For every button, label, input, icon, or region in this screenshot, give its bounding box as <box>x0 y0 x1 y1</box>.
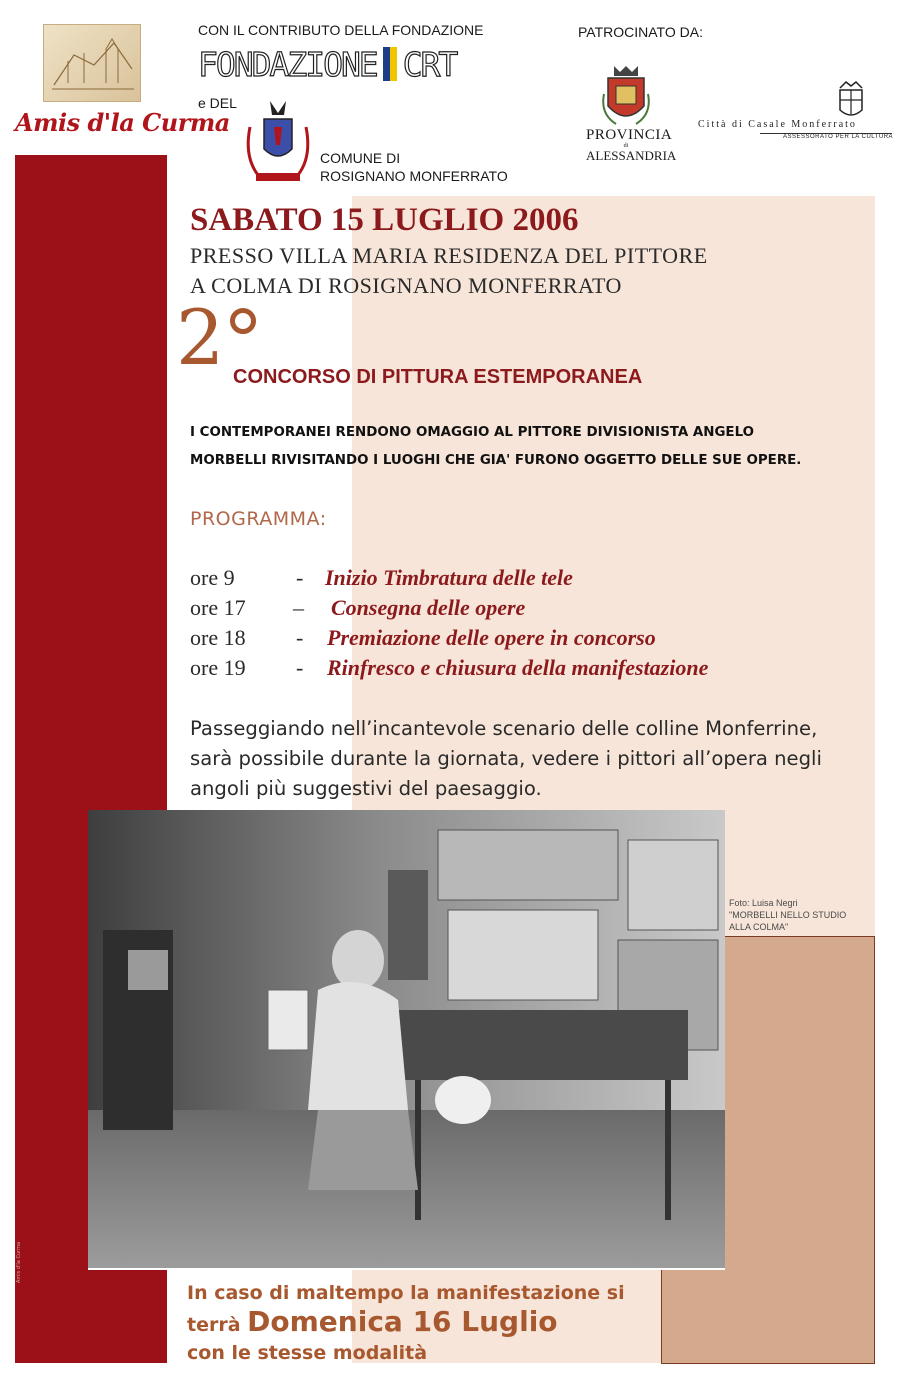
programme-time: ore 19 <box>190 655 246 680</box>
programme-activity: Consegna delle opere <box>331 595 526 620</box>
weather-line-2 <box>187 1306 625 1342</box>
weather-notice <box>187 1280 625 1364</box>
programme-dash: - <box>296 565 304 590</box>
crt-flag-icon <box>383 47 397 81</box>
venue-line-2: A COLMA DI ROSIGNANO MONFERRATO <box>190 273 622 298</box>
photo-credit-line-1: Foto: Luisa Negri <box>729 898 798 908</box>
description-line-3: angoli più suggestivi del paesaggio. <box>190 777 542 800</box>
comune-line-1: COMUNE DI <box>320 150 401 166</box>
programme-dash: - <box>296 625 304 650</box>
programme-item <box>190 595 840 623</box>
tribute-line-1: I CONTEMPORANEI RENDONO OMAGGIO AL PITTORE DIVISIONISTA ANGELO <box>190 425 755 440</box>
and-label: e DEL <box>198 95 237 111</box>
programme-dash: - <box>296 655 304 680</box>
provincia-line-2: di <box>623 143 629 149</box>
programme-time: ore 17 <box>190 595 246 620</box>
provincia-crest-icon <box>600 64 652 128</box>
event-date: SABATO 15 LUGLIO 2006 <box>190 202 579 238</box>
alternate-date: Domenica 16 Luglio <box>247 1305 558 1338</box>
photo-credit-line-2: "MORBELLI NELLO STUDIO <box>729 910 847 920</box>
edition-number: 2 <box>176 293 225 382</box>
programme-activity: Inizio Timbratura delle tele <box>325 565 573 590</box>
contest-title: CONCORSO DI PITTURA ESTEMPORANEA <box>233 366 643 388</box>
weather-line-1: In caso di maltempo la manifestazione si <box>187 1282 625 1304</box>
programme-heading: PROGRAMMA: <box>190 508 327 530</box>
programme-time: ore 9 <box>190 565 235 590</box>
casale-subtitle: ASSESSORATO PER LA CULTURA <box>783 134 894 140</box>
morbelli-studio-photo <box>88 810 725 1268</box>
provincia-line-3: ALESSANDRIA <box>586 148 677 163</box>
tribute-line-2: MORBELLI RIVISITANDO I LUOGHI CHE GIA' FURONO OGGETTO DELLE SUE OPERE. <box>190 453 802 468</box>
programme-activity: Rinfresco e chiusura della manifestazione <box>327 655 709 680</box>
programme-activity: Premiazione delle opere in concorso <box>327 625 656 650</box>
weather-line-3: con le stesse modalità <box>187 1342 428 1364</box>
description-paragraph <box>190 714 890 804</box>
programme-dash: – <box>293 595 304 620</box>
casale-crest-icon <box>836 80 866 120</box>
comune-label <box>320 149 508 185</box>
degree-symbol-icon <box>230 308 256 334</box>
patronage-label: PATROCINATO DA: <box>578 24 703 40</box>
provincia-line-1: PROVINCIA <box>586 127 673 143</box>
fondazione-logo-right: CRT <box>402 44 457 84</box>
photo-credit <box>729 897 846 933</box>
casale-monferrato-label: Città di Casale Monferrato <box>698 119 857 130</box>
rosignano-crest-icon <box>244 97 312 187</box>
contribution-label: CON IL CONTRIBUTO DELLA FONDAZIONE <box>198 22 484 38</box>
description-line-1: Passeggiando nell’incantevole scenario delle colline Monferrine, <box>190 717 818 740</box>
programme-item <box>190 565 840 593</box>
description-line-2: sarà possibile durante la giornata, vedere i pittori all’opera negli <box>190 747 822 770</box>
vertical-credit-text: Amis d'la Curma <box>16 1241 22 1283</box>
provincia-label <box>586 127 677 163</box>
comune-line-2: ROSIGNANO MONFERRATO <box>320 168 508 184</box>
programme-time: ore 18 <box>190 625 246 650</box>
photo-credit-line-3: ALLA COLMA" <box>729 922 789 932</box>
amis-logo-text: Amis d'la Curma <box>15 108 230 137</box>
village-sketch-icon <box>43 24 141 102</box>
fondazione-logo-left: FONDAZIONE <box>198 44 377 84</box>
fondazione-crt-logo <box>198 44 456 84</box>
programme-item <box>190 625 840 653</box>
weather-line-2a: terrà <box>187 1314 248 1336</box>
programme-item <box>190 655 840 683</box>
vertical-credit <box>10 1225 26 1285</box>
venue-line-1: PRESSO VILLA MARIA RESIDENZA DEL PITTORE <box>190 243 708 268</box>
